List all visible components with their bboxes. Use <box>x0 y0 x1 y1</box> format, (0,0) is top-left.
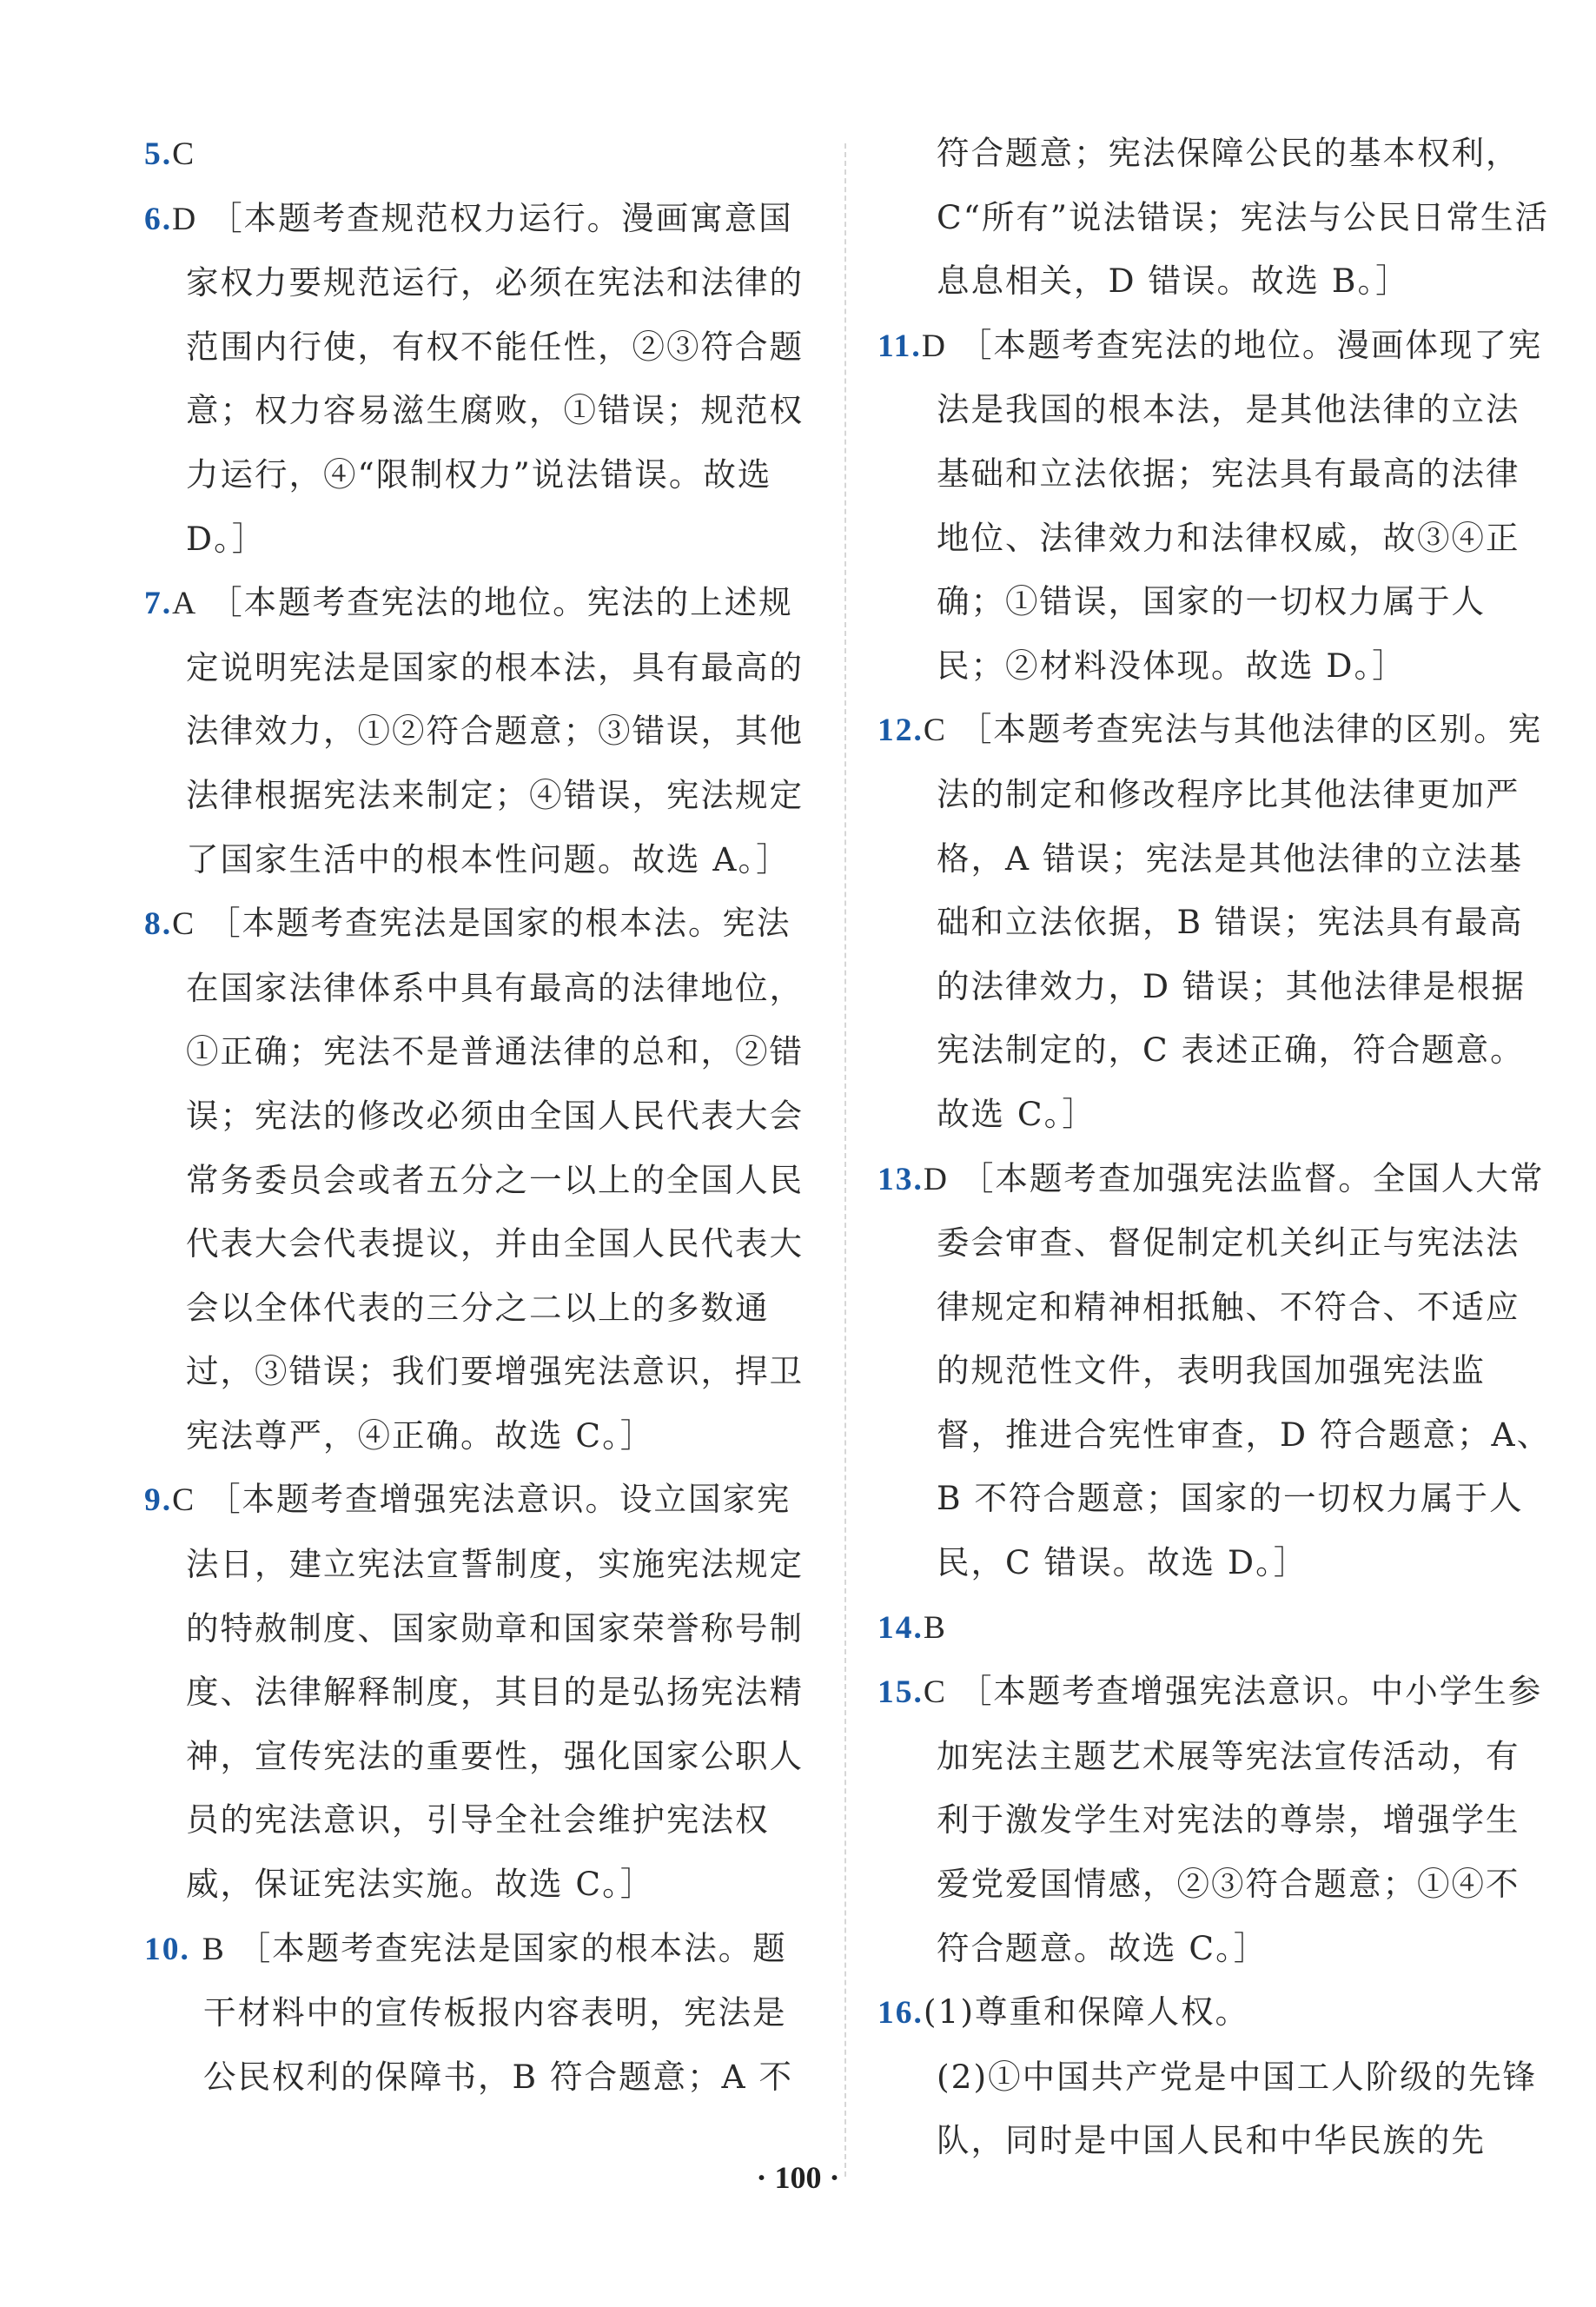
item-number: 13. <box>877 1161 924 1197</box>
item-number: 11. <box>877 328 922 364</box>
item-answer: A <box>172 586 198 622</box>
left-column <box>144 122 813 2109</box>
item-answer: B <box>202 1931 226 1967</box>
item-answer: C <box>923 1674 947 1711</box>
item-number: 15. <box>877 1674 924 1711</box>
item-explanation: ［本题考查增强宪法意识。设立国家宪法日，建立宪法宣誓制度，实施宪法规定的特赦制度、国家勋章和国家荣誉称号制度、法律解释制度，其目的是弘扬宪法精神，宣传宪法的重要性，强化国家公职人员的宪法意识，引导全社会维护宪法权威，保证宪法实施。故选 C。］ <box>186 1480 804 1904</box>
item-answer: C <box>172 1482 196 1519</box>
answer-item-10 <box>144 1917 813 2110</box>
item-answer: C <box>172 906 196 943</box>
item-number: 8. <box>144 906 173 943</box>
item-number: 16. <box>877 1995 924 2032</box>
item-answer: D <box>921 328 947 364</box>
item-number: 10. <box>144 1931 190 1967</box>
answer-item-16 <box>877 1980 1553 2045</box>
answer-item-15 <box>877 1660 1553 1980</box>
item-answer: (1)尊重和保障人权。 <box>923 1992 1249 2032</box>
item-explanation: ［本题考查宪法是国家的根本法。题干材料中的宣传板报内容表明，宪法是公民权利的保障书，B 符合题意；A 不 <box>203 1928 793 2096</box>
item-explanation: ［本题考查宪法与其他法律的区别。宪法的制定和修改程序比其他法律更加严格，A 错误；宪法是其他法律的立法基础和立法依据，B 错误；宪法具有最高的法律效力，D 错误；其他法律是根据宪法制定的，C 表述正确，符合题意。故选 C。］ <box>937 710 1543 1133</box>
item-answer: B <box>923 1609 947 1646</box>
item-number: 5. <box>144 136 173 172</box>
item-explanation: ［本题考查宪法的地位。漫画体现了宪法是我国的根本法，是其他法律的立法基础和立法依据；宪法具有最高的法律地位、法律效力和法律权威，故③④正确；①错误，国家的一切权力属于人民；②材料没体现。故选 D。］ <box>937 325 1543 685</box>
answer-item-9 <box>144 1468 813 1916</box>
item-number: 6. <box>144 201 173 237</box>
item-number: 9. <box>144 1482 173 1519</box>
item-explanation: ［本题考查规范权力运行。漫画寓意国家权力要规范运行，必须在宪法和法律的范围内行使，有权不能任性，②③符合题意；权力容易滋生腐败，①错误；规范权力运行，④“限制权力”说法错误。故选 D。］ <box>186 198 804 558</box>
item-answer: D <box>172 201 198 237</box>
answer-item-11 <box>877 314 1553 699</box>
answer-item-5 <box>144 122 813 187</box>
item-number: 12. <box>877 713 924 749</box>
right-column <box>877 122 1553 2173</box>
item-number: 7. <box>144 586 173 622</box>
item-number: 14. <box>877 1609 924 1646</box>
item-10-continuation: 符合题意；宪法保障公民的基本权利，C“所有”说法错误；宪法与公民日常生活息息相关，D 错误。故选 B。］ <box>937 134 1550 301</box>
page-number: · 100 · <box>756 2160 840 2195</box>
answer-item-8 <box>144 892 813 1468</box>
item-explanation: ［本题考查增强宪法意识。中小学生参加宪法主题艺术展等宪法宣传活动，有利于激发学生对宪法的尊崇，增强学生爱党爱国情感，②③符合题意；①④不符合题意。故选 C。］ <box>937 1672 1543 1967</box>
column-divider <box>844 143 846 2177</box>
item-explanation: ［本题考查宪法的地位。宪法的上述规定说明宪法是国家的根本法，具有最高的法律效力，①②符合题意；③错误，其他法律根据宪法来制定；④错误，宪法规定了国家生活中的根本性问题。故选 A。］ <box>186 583 804 878</box>
item-answer: C <box>172 136 196 172</box>
answer-item-14 <box>877 1595 1553 1661</box>
answer-item-7 <box>144 571 813 892</box>
item-answer: D <box>923 1161 949 1197</box>
item-answer: C <box>923 713 947 749</box>
item-explanation: ［本题考查加强宪法监督。全国人大常委会审查、督促制定机关纠正与宪法法律规定和精神相抵触、不符合、不适应的规范性文件，表明我国加强宪法监督，推进合宪性审查，D 符合题意；A、B 不符合题意；国家的一切权力属于人民，C 错误。故选 D。］ <box>937 1158 1552 1582</box>
answer-item-13 <box>877 1147 1553 1595</box>
answer-item-12 <box>877 698 1553 1146</box>
answer-item-6 <box>144 187 813 572</box>
item-explanation: ［本题考查宪法是国家的根本法。宪法在国家法律体系中具有最高的法律地位，①正确；宪法不是普通法律的总和，②错误；宪法的修改必须由全国人民代表大会常务委员会或者五分之一以上的全国人民代表大会代表提议，并由全国人民代表大会以全体代表的三分之二以上的多数通过，③错误；我们要增强宪法意识，捍卫宪法尊严，④正确。故选 C。］ <box>186 904 804 1455</box>
item-16-part-2: (2)①中国共产党是中国工人阶级的先锋队，同时是中国人民和中华民族的先 <box>937 2057 1538 2160</box>
